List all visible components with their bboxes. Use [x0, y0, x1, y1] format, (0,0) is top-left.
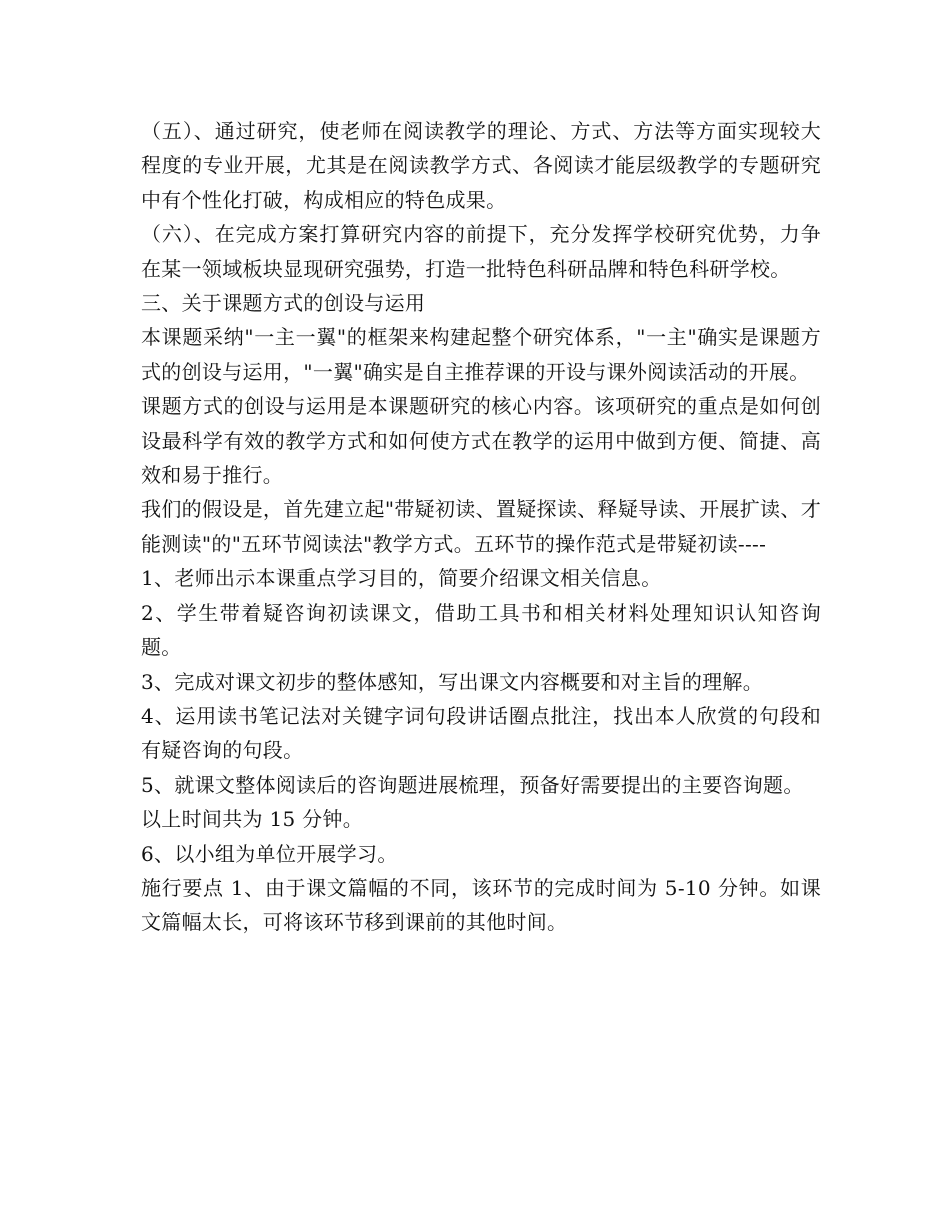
list-item-step-6: 6、以小组为单位开展学习。	[141, 841, 398, 866]
list-item-step-4: 4、运用读书笔记法对关键字词句段讲话圈点批注，找出本人欣赏的句段和有疑咨询的句段。	[141, 703, 821, 763]
document-body	[141, 114, 821, 940]
paragraph-hypothesis: 我们的假设是，首先建立起"带疑初读、置疑探读、释疑导读、开展扩读、才能测读"的"五环节阅读法"教学方式。五环节的操作范式是带疑初读----	[141, 497, 821, 556]
section-heading-three: 三、关于课题方式的创设与运用	[141, 291, 426, 316]
list-item-step-2: 2、学生带着疑咨询初读课文，借助工具书和相关材料处理知识认知咨询题。	[141, 600, 821, 660]
paragraph-implementation-notes: 施行要点 1、由于课文篇幅的不同，该环节的完成时间为 5-10 分钟。如课文篇幅太长，可将该环节移到课前的其他时间。	[141, 875, 821, 935]
paragraph-goal-five: （五）、通过研究，使老师在阅读教学的理论、方式、方法等方面实现较大程度的专业开展，尤其是在阅读教学方式、各阅读才能层级教学的专题研究中有个性化打破，构成相应的特色成果。	[141, 119, 821, 212]
list-item-step-3: 3、完成对课文初步的整体感知，写出课文内容概要和对主旨的理解。	[141, 669, 764, 694]
paragraph-core-content: 课题方式的创设与运用是本课题研究的核心内容。该项研究的重点是如何创设最科学有效的教学方式和如何使方式在教学的运用中做到方便、简捷、高效和易于推行。	[141, 394, 821, 488]
paragraph-time-total: 以上时间共为 15 分钟。	[141, 807, 364, 832]
paragraph-framework: 本课题采纳"一主一翼"的框架来构建起整个研究体系，"一主"确实是课题方式的创设与运用，"一翼"确实是自主推荐课的开设与课外阅读活动的开展。	[141, 325, 821, 384]
list-item-step-5: 5、就课文整体阅读后的咨询题进展梳理，预备好需要提出的主要咨询题。	[141, 772, 804, 797]
paragraph-goal-six: （六）、在完成方案打算研究内容的前提下，充分发挥学校研究优势，力争在某一领域板块显现研究强势，打造一批特色科研品牌和特色科研学校。	[141, 222, 821, 281]
list-item-step-1: 1、老师出示本课重点学习目的，简要介绍课文相关信息。	[141, 566, 662, 591]
